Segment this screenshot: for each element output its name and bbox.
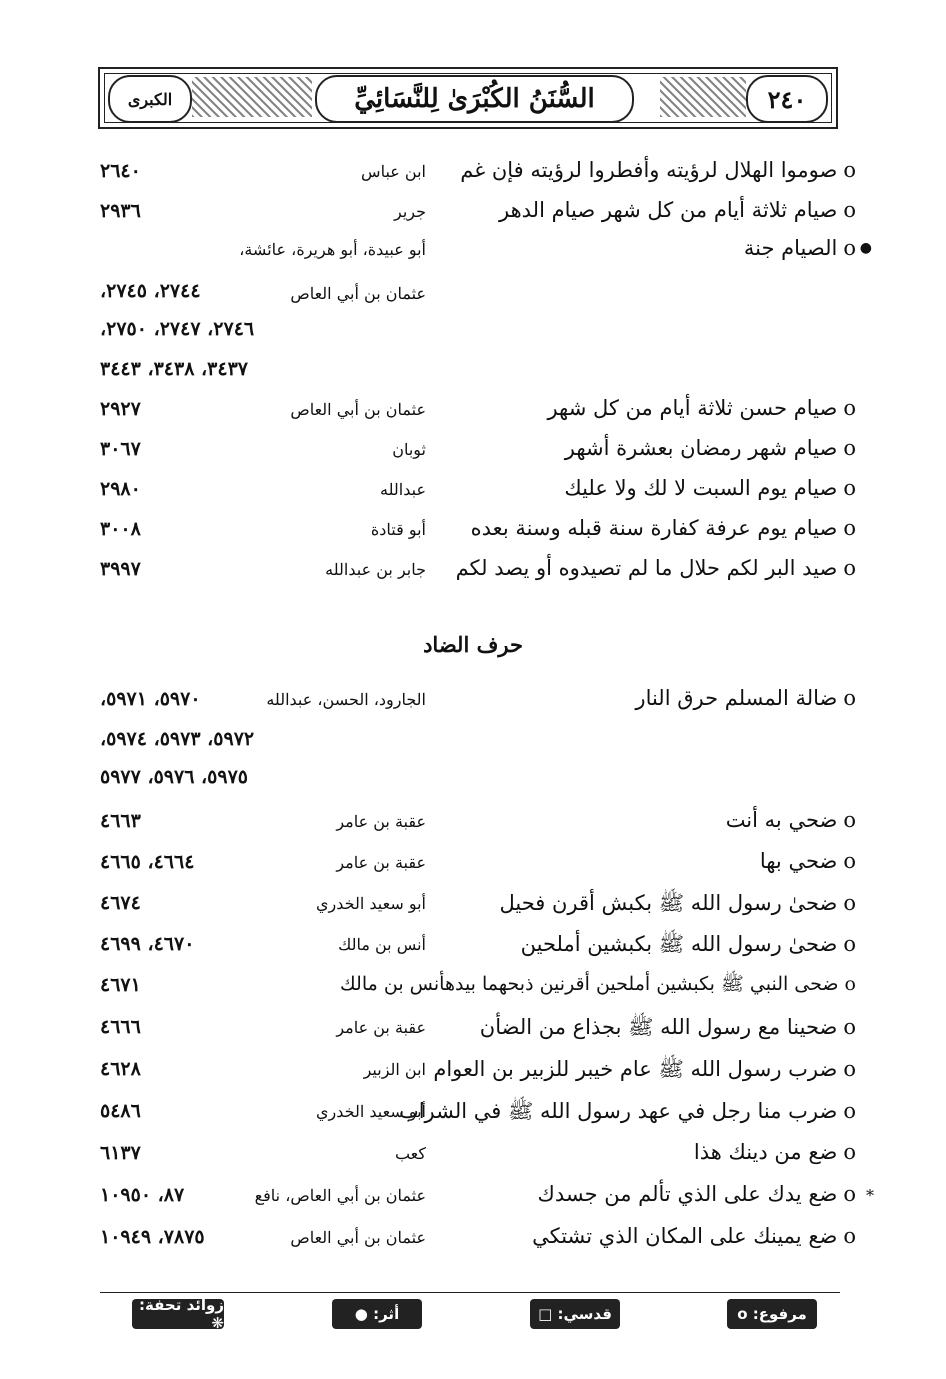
marfu-marker: o (843, 1182, 856, 1206)
page-number: ٢٤٠ (746, 75, 828, 123)
marfu-marker: o (843, 436, 856, 460)
hadith-text: oضرب رسول الله ﷺ عام خيبر للزبير بن العوام (433, 1057, 856, 1081)
narrator: ابن الزبير (363, 1060, 426, 1079)
hadith-numbers: ٣٤٣٧، ٣٤٣٨، ٣٤٤٣ (100, 358, 248, 380)
marfu-marker: o (843, 396, 856, 420)
hadith-numbers: ٣٩٩٧ (100, 558, 141, 580)
entry-row (0, 1224, 946, 1260)
narrator: عثمان بن أبي العاص (290, 400, 426, 419)
marfu-marker: o (843, 158, 856, 182)
legend-marfu: مرفوع: o (727, 1299, 817, 1329)
zawaid-marker: * (866, 1186, 874, 1205)
hadith-text: oضحىٰ رسول الله ﷺ بكبشين أملحين (520, 932, 856, 956)
legend-athar: أثر: ● (332, 1299, 422, 1329)
hadith-text: oصيام ثلاثة أيام من كل شهر صيام الدهر (499, 198, 856, 222)
hadith-numbers: ٦١٣٧ (100, 1142, 141, 1164)
entry-row (0, 556, 946, 592)
entry-row-multiline (0, 686, 946, 796)
hadith-numbers: ٢٩٨٠ (100, 478, 141, 500)
hadith-text: oضحىٰ رسول الله ﷺ بكبش أقرن فحيل (499, 891, 856, 915)
narrator: جرير (394, 202, 426, 221)
entry-row (0, 808, 946, 844)
entry-row (0, 890, 946, 926)
narrator: عقبة بن عامر (336, 1018, 426, 1037)
narrator: أنس بن مالك (338, 935, 426, 954)
hadith-text: oضع من دينك هذا (693, 1140, 856, 1164)
entry-row (0, 1056, 946, 1092)
hadith-numbers: ٧٨٧٥، ١٠٩٤٩ (100, 1226, 205, 1248)
hadith-numbers: ٥٩٧٥، ٥٩٧٦، ٥٩٧٧ (100, 766, 248, 788)
hadith-numbers: ٣٠٦٧ (100, 438, 141, 460)
marfu-marker: o (843, 808, 856, 832)
hadith-text: oصيام يوم عرفة كفارة سنة قبله وسنة بعده (470, 516, 856, 540)
entry-row (0, 1182, 946, 1218)
hadith-text: oصيد البر لكم حلال ما لم تصيدوه أو يصد لكم (455, 556, 856, 580)
entry-row (0, 516, 946, 552)
book-title: السُّنَنُ الكُبْرَىٰ لِلنَّسَائِيِّ (315, 75, 634, 123)
marfu-marker: o (844, 973, 856, 995)
narrator: عقبة بن عامر (336, 812, 426, 831)
hadith-numbers: ٤٦٦٦ (100, 1016, 141, 1038)
entry-row (0, 476, 946, 512)
hadith-text: oالصيام جنة (743, 236, 856, 260)
hadith-text: oضحي بها (759, 849, 856, 873)
hadith-text: oصيام حسن ثلاثة أيام من كل شهر (547, 396, 856, 420)
marfu-marker: o (843, 476, 856, 500)
entry-row-multiline (0, 236, 946, 386)
marfu-marker: o (843, 1057, 856, 1081)
hadith-text: oضحى النبي ﷺ بكبشين أملحين أقرنين ذبحهما بيدهأنس بن مالك (340, 973, 856, 995)
section-heading: حرف الضاد (423, 632, 523, 657)
legend-zawaid: زوائد تحفة: ❋ (132, 1299, 224, 1329)
entry-row (0, 396, 946, 432)
hadith-numbers: ٤٦٦٤، ٤٦٦٥ (100, 851, 195, 873)
marfu-marker: o (843, 556, 856, 580)
narrator: ابن عباس (361, 162, 426, 181)
header-ornament-right (660, 77, 746, 117)
header-emblem: الكبرى (108, 75, 192, 123)
marfu-marker: o (843, 198, 856, 222)
marfu-marker: o (843, 1015, 856, 1039)
hadith-text: oضحي به أنت (725, 808, 856, 832)
narrator: الجارود، الحسن، عبدالله (266, 690, 426, 709)
marfu-marker: o (843, 686, 856, 710)
hadith-numbers: ٥٩٧٠، ٥٩٧١، (100, 688, 201, 710)
footer-divider (100, 1292, 840, 1293)
hadith-text: oصوموا الهلال لرؤيته وأفطروا لرؤيته فإن غم (460, 158, 856, 182)
narrator: عقبة بن عامر (336, 853, 426, 872)
entry-row (0, 436, 946, 472)
marfu-marker: o (843, 516, 856, 540)
entry-row (0, 158, 946, 194)
entry-row (0, 1140, 946, 1176)
entry-row (0, 1014, 946, 1050)
hadith-numbers: ٤٦٧٠، ٤٦٩٩ (100, 933, 195, 955)
entry-row (0, 972, 946, 1008)
hadith-numbers: ٢٩٢٧ (100, 398, 141, 420)
marfu-marker: o (843, 849, 856, 873)
narrator: أبو قتادة (370, 520, 426, 539)
hadith-text: oضرب منا رجل في عهد رسول الله ﷺ في الشراب (398, 1099, 856, 1123)
marfu-marker: o (843, 1224, 856, 1248)
hadith-numbers: ٢٦٤٠ (100, 160, 141, 182)
hadith-numbers: ٤٦٧١ (100, 974, 141, 996)
narrator: عثمان بن أبي العاص، نافع (254, 1186, 426, 1205)
hadith-numbers: ٤٦٢٨ (100, 1058, 141, 1080)
hadith-numbers: ٥٤٨٦ (100, 1100, 141, 1122)
hadith-text: oضع يمينك على المكان الذي تشتكي (532, 1224, 856, 1248)
hadith-text: oضحينا مع رسول الله ﷺ بجذاع من الضأن (479, 1015, 856, 1039)
narrator: أبو عبيدة، أبو هريرة، عائشة، (239, 240, 426, 259)
marfu-marker: o (843, 236, 856, 260)
marfu-marker: o (843, 932, 856, 956)
hadith-numbers: ٥٩٧٢، ٥٩٧٣، ٥٩٧٤، (100, 728, 255, 750)
legend-qudsi: قدسي: □ (530, 1299, 620, 1329)
hadith-numbers: ٤٦٧٤ (100, 892, 141, 914)
narrator: أبو سعيد الخدري (316, 894, 426, 913)
hadith-numbers: ٤٦٦٣ (100, 810, 141, 832)
hadith-text: oضع يدك على الذي تألم من جسدك (537, 1182, 856, 1206)
page-header (98, 67, 838, 129)
narrator: عثمان بن أبي العاص (290, 1228, 426, 1247)
hadith-text: oصيام يوم السبت لا لك ولا عليك (564, 476, 856, 500)
entry-row (0, 198, 946, 234)
marfu-marker: o (843, 1140, 856, 1164)
athar-marker: ● (859, 240, 872, 256)
hadith-numbers: ٣٠٠٨ (100, 518, 141, 540)
hadith-numbers: ٨٧، ١٠٩٥٠ (100, 1184, 185, 1206)
narrator: ثوبان (392, 440, 426, 459)
hadith-text: oضالة المسلم حرق النار (635, 686, 856, 710)
entry-row (0, 931, 946, 967)
entry-row (0, 849, 946, 885)
marfu-marker: o (843, 891, 856, 915)
narrator: كعب (394, 1144, 426, 1163)
hadith-numbers: ٢٩٣٦ (100, 200, 141, 222)
hadith-numbers: ٢٧٤٦، ٢٧٤٧، ٢٧٥٠، (100, 318, 255, 340)
narrator: عبدالله (380, 480, 426, 499)
header-ornament-left (192, 77, 312, 117)
narrator: عثمان بن أبي العاص (290, 284, 426, 303)
entry-row (0, 1098, 946, 1134)
narrator: جابر بن عبدالله (325, 560, 426, 579)
narrator: أبو سعيد الخدري (316, 1102, 426, 1121)
marfu-marker: o (843, 1099, 856, 1123)
hadith-numbers: ٢٧٤٤، ٢٧٤٥، (100, 280, 201, 302)
hadith-text: oصيام شهر رمضان بعشرة أشهر (564, 436, 856, 460)
